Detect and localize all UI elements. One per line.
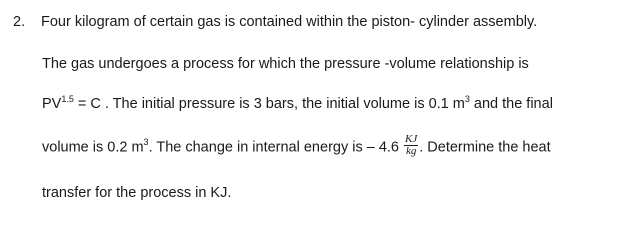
question-line-5: transfer for the process in KJ. bbox=[42, 185, 232, 201]
question-number: 2. bbox=[13, 14, 26, 30]
line-4-text: volume is 0.2 m bbox=[42, 139, 144, 156]
question-line-1: Four kilogram of certain gas is contained within the piston- cylinder assembly. bbox=[41, 14, 538, 30]
question-line-4 bbox=[42, 133, 551, 159]
final-volume-exponent: 3 bbox=[143, 137, 149, 148]
kj-per-kg-fraction bbox=[404, 134, 418, 157]
line-4-mid: . The change in internal energy is – 4.6 bbox=[148, 139, 404, 156]
question-line-2: The gas undergoes a process for which the pressure -volume relationship is bbox=[42, 56, 529, 72]
fraction-denominator: kg bbox=[405, 145, 417, 157]
pv-symbol: PV bbox=[42, 96, 62, 112]
line-3-end: and the final bbox=[469, 96, 553, 112]
pv-exponent: 1.5 bbox=[61, 94, 74, 104]
volume-exponent: 3 bbox=[464, 94, 470, 104]
line-3-text: = C . The initial pressure is 3 bars, the initial volume is 0.1 m bbox=[73, 96, 465, 112]
line-4-end: . Determine the heat bbox=[419, 139, 551, 156]
fraction-numerator: KJ bbox=[405, 133, 418, 145]
question-line-3 bbox=[42, 96, 553, 112]
